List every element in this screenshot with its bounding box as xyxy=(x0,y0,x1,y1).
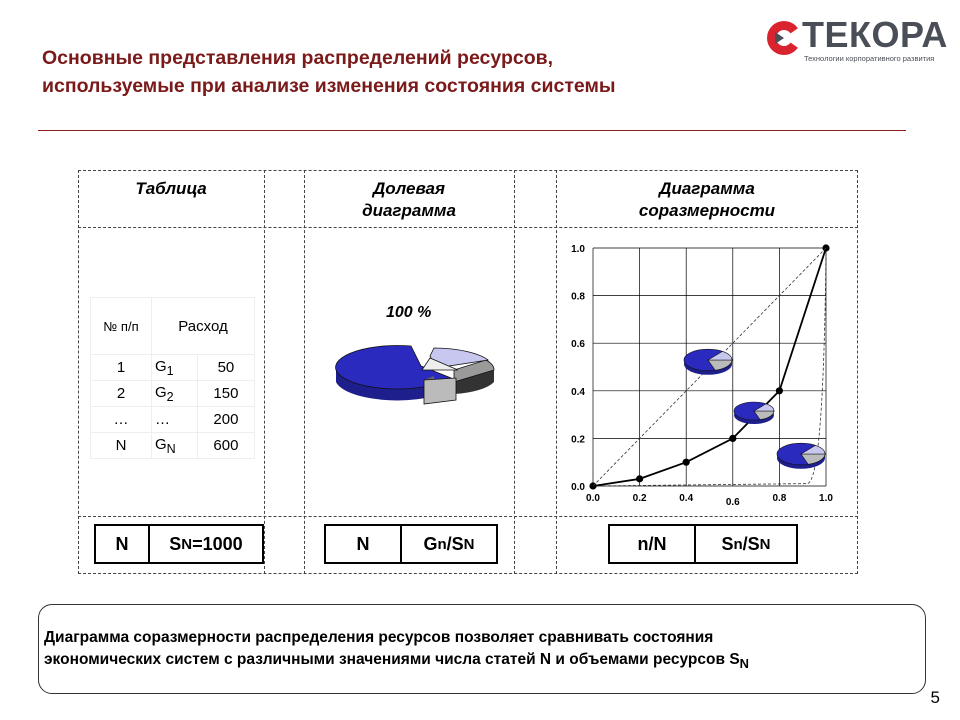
proportion-heading-line-1: Диаграмма xyxy=(659,179,755,198)
y-tick-label: 0.4 xyxy=(571,386,585,398)
share-heading-line-1: Долевая xyxy=(373,179,445,198)
table-row xyxy=(91,433,255,459)
company-logo xyxy=(764,14,949,72)
x-tick-label: 0.4 xyxy=(679,493,694,504)
row-number-cell: … xyxy=(91,407,152,433)
proportion-formula-box xyxy=(608,524,798,564)
logo-name: ТЕКОРА xyxy=(802,14,948,55)
item-symbol: G xyxy=(155,435,167,453)
table-formula-box xyxy=(94,524,264,564)
x-tick-label: 0.0 xyxy=(586,493,600,504)
share-symbol: G xyxy=(423,533,438,554)
row-item-cell xyxy=(152,381,198,407)
curve-point xyxy=(636,475,643,482)
proportionality-chart xyxy=(556,236,856,516)
page-title xyxy=(42,44,742,100)
share-formula-box xyxy=(324,524,498,564)
table-header-row xyxy=(91,298,255,355)
header-num-cell: № п/п xyxy=(91,298,152,355)
item-symbol: G xyxy=(155,357,167,375)
proportion-subscript: n xyxy=(733,535,743,553)
proportion-divisor: /S xyxy=(742,533,760,554)
row-number-cell: 1 xyxy=(91,355,152,381)
note-line-1: Диаграмма соразмерности распределения ресурсов позволяет сравнивать состояния xyxy=(44,629,714,646)
curve-point xyxy=(822,244,829,251)
logo-tagline: Технологии корпоративного развития xyxy=(804,54,935,63)
table-row xyxy=(91,407,255,433)
row-value-cell: 200 xyxy=(197,407,254,433)
col-divider-3 xyxy=(514,170,515,574)
note-line-2 xyxy=(44,649,924,675)
note-line-2-text: экономических систем с различными значениями числа статей N и объемами ресурсов S xyxy=(44,651,740,668)
formula-share-cell xyxy=(400,526,496,562)
item-subscript: 2 xyxy=(166,389,174,404)
y-tick-label: 0.0 xyxy=(571,482,585,493)
share-pie-diagram xyxy=(326,330,506,420)
item-symbol: G xyxy=(155,383,167,401)
title-line-2: используемые при анализе изменения состояния системы xyxy=(42,75,616,97)
logo-mark-icon xyxy=(764,18,804,58)
sum-subscript: N xyxy=(181,535,193,553)
share-heading-line-2: диаграмма xyxy=(362,201,456,220)
header-cost-cell: Расход xyxy=(152,298,255,355)
share-divisor: /S xyxy=(446,533,464,554)
y-tick-label: 0.2 xyxy=(571,434,585,446)
share-divisor-subscript: N xyxy=(463,535,475,553)
row-item-cell xyxy=(152,355,198,381)
curve-point xyxy=(729,435,736,442)
proportion-heading-line-2: соразмерности xyxy=(638,201,776,220)
x-tick-label: 0.2 xyxy=(632,493,647,504)
formula-n-cell: N xyxy=(115,533,129,554)
x-tick-label: 0.8 xyxy=(772,493,787,504)
row-item-cell xyxy=(152,433,198,459)
row-value-cell: 50 xyxy=(197,355,254,381)
table-heading: Таблица xyxy=(135,179,207,198)
share-diagram-heading xyxy=(304,178,514,222)
curve-point xyxy=(683,459,690,466)
table-row xyxy=(91,381,255,407)
table-row xyxy=(91,355,255,381)
title-line-1: Основные представления распределений ресурсов, xyxy=(42,47,554,69)
x-tick-label: 1.0 xyxy=(819,493,833,504)
note-text xyxy=(44,627,924,675)
row-number-cell: N xyxy=(91,433,152,459)
formula-proportion-cell xyxy=(694,526,796,562)
col-divider-1 xyxy=(264,170,265,574)
item-subscript: N xyxy=(166,441,176,456)
y-tick-label: 1.0 xyxy=(571,244,585,255)
proportion-diagram-heading xyxy=(556,178,858,222)
share-subscript: n xyxy=(437,535,447,553)
proportion-divisor-subscript: N xyxy=(759,535,771,553)
note-subscript: N xyxy=(739,656,749,672)
col-divider-2 xyxy=(304,170,305,574)
proportion-symbol: S xyxy=(721,533,734,554)
formula-sum-cell xyxy=(148,526,262,562)
y-tick-label: 0.6 xyxy=(571,339,585,351)
curve-point xyxy=(776,387,783,394)
page-number: 5 xyxy=(930,688,940,707)
resource-table xyxy=(90,297,255,459)
sum-symbol: S xyxy=(169,533,182,554)
item-subscript: 1 xyxy=(166,363,174,378)
item-symbol: … xyxy=(155,411,170,428)
formula-ratio-cell: n/N xyxy=(637,533,667,554)
y-tick-label: 0.8 xyxy=(571,291,585,303)
title-divider xyxy=(38,130,906,131)
row-number-cell: 2 xyxy=(91,381,152,407)
row-value-cell: 150 xyxy=(197,381,254,407)
formula-n-cell: N xyxy=(356,533,370,554)
sum-value: =1000 xyxy=(192,533,243,554)
pie-percent-label: 100 % xyxy=(386,304,432,321)
x-tick-label: 0.6 xyxy=(725,497,740,508)
row-item-cell xyxy=(152,407,198,433)
row-value-cell: 600 xyxy=(197,433,254,459)
